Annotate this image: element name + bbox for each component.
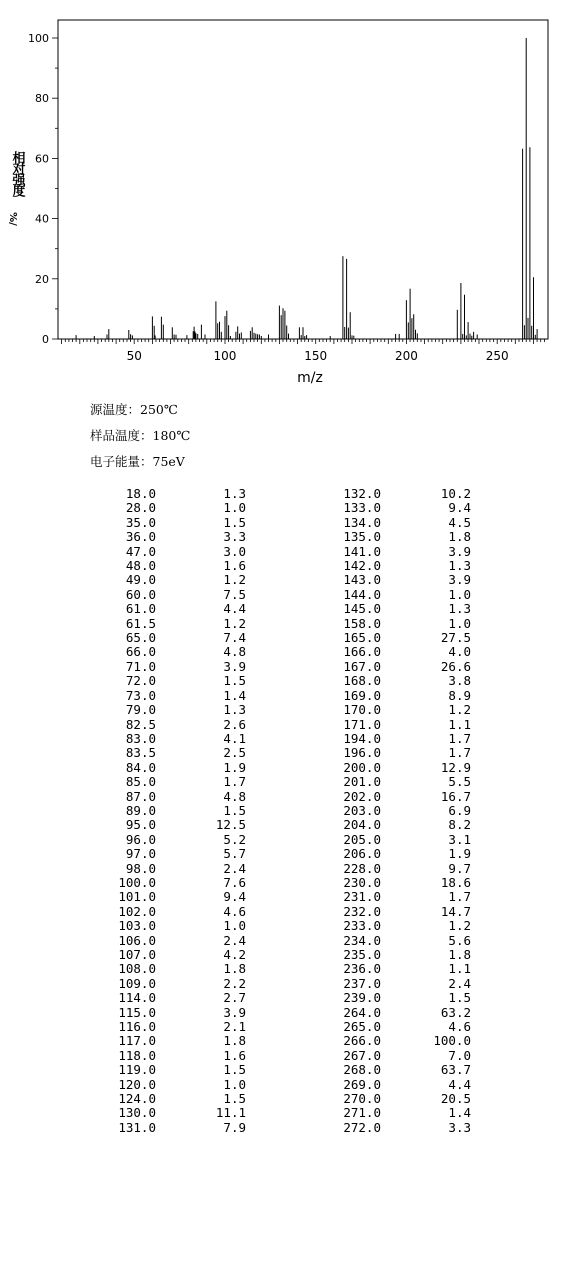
table-row (70, 876, 471, 890)
intensity-cell: 1.2 (223, 572, 246, 588)
table-row (70, 732, 471, 746)
intensity-cell: 4.6 (448, 1019, 471, 1035)
axis-ticks (28, 32, 544, 363)
mz-cell: 108.0 (118, 961, 156, 977)
mz-cell: 114.0 (118, 990, 156, 1006)
mz-cell: 107.0 (118, 947, 156, 962)
mz-cell: 35.0 (125, 514, 156, 530)
mz-cell: 236.0 (343, 961, 381, 977)
intensity-cell: 3.9 (223, 658, 246, 674)
table-row (70, 775, 471, 789)
mz-cell: 171.0 (343, 716, 381, 732)
mz-cell: 269.0 (343, 1076, 381, 1092)
table-row (70, 516, 471, 530)
mz-cell: 194.0 (343, 730, 381, 746)
chart-axes (58, 20, 548, 339)
intensity-cell: 1.1 (448, 716, 471, 732)
mz-cell: 204.0 (343, 817, 381, 833)
table-row (70, 746, 471, 760)
mz-cell: 270.0 (343, 1091, 381, 1107)
mz-cell: 166.0 (343, 644, 381, 660)
intensity-cell: 1.5 (223, 514, 246, 530)
mz-cell: 119.0 (118, 1062, 156, 1078)
mz-cell: 203.0 (343, 802, 381, 818)
mz-cell: 124.0 (118, 1091, 156, 1107)
intensity-cell: 63.2 (440, 1004, 471, 1020)
table-row (70, 559, 471, 573)
intensity-cell: 6.9 (448, 802, 471, 818)
mz-cell: 97.0 (125, 846, 156, 862)
mz-cell: 28.0 (125, 500, 156, 516)
mz-cell: 266.0 (343, 1033, 381, 1049)
table-row (70, 905, 471, 919)
intensity-cell: 4.4 (223, 601, 246, 617)
intensity-cell: 2.4 (448, 975, 471, 991)
intensity-cell: 2.6 (223, 716, 246, 732)
mz-cell: 141.0 (343, 543, 381, 559)
table-row (70, 573, 471, 587)
intensity-cell: 1.7 (448, 730, 471, 746)
table-row (70, 977, 471, 991)
mz-cell: 98.0 (125, 860, 156, 876)
intensity-cell: 3.8 (448, 673, 471, 689)
y-tick-label: 100 (28, 32, 49, 45)
table-row (70, 804, 471, 818)
intensity-cell: 3.9 (448, 572, 471, 588)
mass-spectrum-chart (0, 0, 570, 392)
intensity-cell: 20.5 (440, 1091, 471, 1107)
intensity-cell: 3.3 (448, 1119, 471, 1135)
intensity-cell: 1.9 (223, 759, 246, 775)
intensity-cell: 2.4 (223, 860, 246, 876)
intensity-cell: 7.9 (223, 1119, 246, 1135)
intensity-cell: 16.7 (440, 788, 471, 804)
x-axis-title: m/z (297, 370, 323, 386)
intensity-cell: 3.3 (223, 529, 246, 545)
mz-cell: 145.0 (343, 601, 381, 617)
intensity-cell: 5.2 (223, 831, 246, 847)
y-tick-label: 0 (42, 333, 49, 346)
mz-cell: 131.0 (118, 1119, 156, 1135)
intensity-cell: 7.6 (223, 874, 246, 890)
mz-cell: 84.0 (125, 759, 156, 775)
intensity-cell: 4.0 (448, 644, 471, 660)
mz-cell: 196.0 (343, 745, 381, 761)
intensity-cell: 2.1 (223, 1019, 246, 1035)
table-row (70, 501, 471, 515)
intensity-cell: 1.5 (223, 1062, 246, 1078)
intensity-cell: 26.6 (440, 658, 471, 674)
intensity-cell: 1.8 (223, 1033, 246, 1049)
mz-cell: 83.5 (125, 745, 156, 761)
mz-cell: 158.0 (343, 615, 381, 631)
mz-cell: 36.0 (125, 529, 156, 545)
intensity-cell: 1.3 (223, 486, 246, 501)
intensity-cell: 8.2 (448, 817, 471, 833)
table-row (70, 1020, 471, 1034)
table-row (70, 674, 471, 688)
y-tick-label: 40 (35, 212, 49, 226)
table-row (70, 991, 471, 1005)
table-row (70, 631, 471, 645)
mz-cell: 265.0 (343, 1019, 381, 1035)
table-row (70, 617, 471, 631)
intensity-cell: 11.1 (215, 1105, 246, 1121)
mz-cell: 96.0 (125, 831, 156, 847)
mz-cell: 85.0 (125, 774, 156, 790)
table-row (70, 530, 471, 544)
mz-cell: 202.0 (343, 788, 381, 804)
table-row (70, 545, 471, 559)
table-row (70, 588, 471, 602)
mz-cell: 87.0 (125, 788, 156, 804)
y-tick-label: 80 (35, 92, 49, 106)
intensity-cell: 7.4 (223, 630, 246, 646)
source-temperature: 源温度：250℃ (90, 402, 178, 417)
intensity-cell: 1.6 (223, 558, 246, 574)
mz-cell: 231.0 (343, 889, 381, 905)
intensity-cell: 1.8 (223, 961, 246, 977)
mz-cell: 71.0 (125, 658, 156, 674)
mz-cell: 106.0 (118, 932, 156, 948)
table-row (70, 890, 471, 904)
intensity-cell: 1.8 (448, 947, 471, 962)
intensity-cell: 3.0 (223, 543, 246, 559)
table-row (70, 934, 471, 948)
plot-frame (58, 20, 548, 339)
intensity-cell: 5.5 (448, 774, 471, 790)
mz-cell: 235.0 (343, 947, 381, 962)
intensity-cell: 1.1 (448, 961, 471, 977)
mz-cell: 117.0 (118, 1033, 156, 1049)
mz-cell: 95.0 (125, 817, 156, 833)
mz-cell: 115.0 (118, 1004, 156, 1020)
mz-cell: 118.0 (118, 1047, 156, 1063)
mz-cell: 170.0 (343, 702, 381, 718)
mz-cell: 271.0 (343, 1105, 381, 1121)
table-row (70, 790, 471, 804)
mz-cell: 143.0 (343, 572, 381, 588)
x-tick-label: 250 (485, 349, 509, 363)
mz-cell: 168.0 (343, 673, 381, 689)
table-row (70, 1006, 471, 1020)
table-row (70, 948, 471, 962)
mz-cell: 49.0 (125, 572, 156, 588)
mz-cell: 72.0 (125, 673, 156, 689)
mz-cell: 18.0 (125, 486, 156, 501)
table-row (70, 689, 471, 703)
intensity-cell: 7.0 (448, 1047, 471, 1063)
intensity-cell: 100.0 (433, 1033, 471, 1049)
intensity-cell: 1.3 (223, 702, 246, 718)
y-tick-label: 60 (35, 152, 49, 166)
mz-cell: 272.0 (343, 1119, 381, 1135)
mz-cell: 237.0 (343, 975, 381, 991)
mz-cell: 233.0 (343, 918, 381, 934)
intensity-cell: 1.7 (448, 745, 471, 761)
table-row (70, 962, 471, 976)
intensity-cell: 27.5 (440, 630, 471, 646)
table-row (70, 1049, 471, 1063)
intensity-cell: 9.4 (223, 889, 246, 905)
mz-cell: 165.0 (343, 630, 381, 646)
table-row (70, 718, 471, 732)
intensity-cell: 7.5 (223, 586, 246, 602)
intensity-cell: 12.9 (440, 759, 471, 775)
intensity-cell: 5.6 (448, 932, 471, 948)
intensity-cell: 8.9 (448, 687, 471, 703)
table-row (70, 645, 471, 659)
mz-cell: 206.0 (343, 846, 381, 862)
spectrum-peaks (76, 38, 537, 339)
intensity-cell: 1.5 (223, 1091, 246, 1107)
mz-cell: 109.0 (118, 975, 156, 991)
mz-cell: 132.0 (343, 486, 381, 501)
table-row (70, 660, 471, 674)
peak-table-body (70, 487, 471, 1135)
intensity-cell: 1.0 (448, 586, 471, 602)
intensity-cell: 4.6 (223, 903, 246, 919)
electron-energy: 电子能量：75eV (90, 454, 185, 469)
intensity-cell: 1.3 (448, 558, 471, 574)
table-row (70, 847, 471, 861)
mz-cell: 167.0 (343, 658, 381, 674)
mz-cell: 101.0 (118, 889, 156, 905)
intensity-cell: 9.7 (448, 860, 471, 876)
intensity-cell: 1.4 (223, 687, 246, 703)
mz-cell: 230.0 (343, 874, 381, 890)
intensity-cell: 1.5 (223, 802, 246, 818)
intensity-cell: 1.4 (448, 1105, 471, 1121)
mz-cell: 268.0 (343, 1062, 381, 1078)
intensity-cell: 4.8 (223, 788, 246, 804)
table-row (70, 1034, 471, 1048)
intensity-cell: 1.2 (448, 702, 471, 718)
intensity-cell: 1.6 (223, 1047, 246, 1063)
mz-cell: 47.0 (125, 543, 156, 559)
intensity-cell: 2.2 (223, 975, 246, 991)
mz-cell: 61.0 (125, 601, 156, 617)
intensity-cell: 1.0 (223, 1076, 246, 1092)
intensity-cell: 1.2 (448, 918, 471, 934)
intensity-cell: 4.1 (223, 730, 246, 746)
mz-cell: 120.0 (118, 1076, 156, 1092)
intensity-cell: 1.9 (448, 846, 471, 862)
mz-cell: 201.0 (343, 774, 381, 790)
intensity-cell: 2.5 (223, 745, 246, 761)
y-axis-title: 相对强度 (9, 151, 25, 195)
sample-temperature: 样品温度：180℃ (90, 428, 191, 443)
intensity-cell: 4.4 (448, 1076, 471, 1092)
intensity-cell: 1.5 (448, 990, 471, 1006)
mz-cell: 232.0 (343, 903, 381, 919)
intensity-cell: 5.7 (223, 846, 246, 862)
mz-cell: 66.0 (125, 644, 156, 660)
mz-cell: 169.0 (343, 687, 381, 703)
mz-cell: 130.0 (118, 1105, 156, 1121)
peak-table (70, 487, 471, 1135)
mz-cell: 267.0 (343, 1047, 381, 1063)
intensity-cell: 1.0 (448, 615, 471, 631)
intensity-cell: 1.8 (448, 529, 471, 545)
intensity-cell: 1.7 (223, 774, 246, 790)
intensity-cell: 14.7 (440, 903, 471, 919)
mz-cell: 61.5 (125, 615, 156, 631)
intensity-cell: 12.5 (215, 817, 246, 833)
table-row (70, 1092, 471, 1106)
intensity-cell: 4.2 (223, 947, 246, 962)
intensity-cell: 3.9 (448, 543, 471, 559)
intensity-cell: 9.4 (448, 500, 471, 516)
intensity-cell: 18.6 (440, 874, 471, 890)
mz-cell: 116.0 (118, 1019, 156, 1035)
mz-cell: 205.0 (343, 831, 381, 847)
mz-cell: 102.0 (118, 903, 156, 919)
mz-cell: 264.0 (343, 1004, 381, 1020)
x-tick-label: 100 (213, 349, 237, 363)
table-row (70, 919, 471, 933)
mz-cell: 134.0 (343, 514, 381, 530)
table-row (70, 818, 471, 832)
x-tick-label: 50 (126, 349, 142, 363)
intensity-cell: 2.7 (223, 990, 246, 1006)
intensity-cell: 3.1 (448, 831, 471, 847)
intensity-cell: 1.7 (448, 889, 471, 905)
table-row (70, 1121, 471, 1135)
mz-cell: 133.0 (343, 500, 381, 516)
intensity-cell: 1.5 (223, 673, 246, 689)
intensity-cell: 1.0 (223, 500, 246, 516)
x-tick-label: 200 (394, 349, 418, 363)
table-row (70, 862, 471, 876)
mz-cell: 60.0 (125, 586, 156, 602)
intensity-cell: 4.5 (448, 514, 471, 530)
table-row (70, 1063, 471, 1077)
mz-cell: 73.0 (125, 687, 156, 703)
mz-cell: 82.5 (125, 716, 156, 732)
mz-cell: 48.0 (125, 558, 156, 574)
y-tick-label: 20 (35, 272, 49, 286)
table-row (70, 761, 471, 775)
intensity-cell: 4.8 (223, 644, 246, 660)
mz-cell: 65.0 (125, 630, 156, 646)
mz-cell: 135.0 (343, 529, 381, 545)
mz-cell: 228.0 (343, 860, 381, 876)
mz-cell: 83.0 (125, 730, 156, 746)
intensity-cell: 2.4 (223, 932, 246, 948)
table-row (70, 487, 471, 501)
intensity-cell: 1.3 (448, 601, 471, 617)
mz-cell: 89.0 (125, 802, 156, 818)
intensity-cell: 1.2 (223, 615, 246, 631)
mz-cell: 79.0 (125, 702, 156, 718)
y-axis-unit: %/ (7, 212, 18, 226)
table-row (70, 1078, 471, 1092)
x-tick-label: 150 (304, 349, 328, 363)
mz-cell: 142.0 (343, 558, 381, 574)
intensity-cell: 63.7 (440, 1062, 471, 1078)
mz-cell: 103.0 (118, 918, 156, 934)
table-row (70, 833, 471, 847)
mz-cell: 239.0 (343, 990, 381, 1006)
table-row (70, 703, 471, 717)
table-row (70, 602, 471, 616)
intensity-cell: 10.2 (440, 486, 471, 501)
mz-cell: 200.0 (343, 759, 381, 775)
mz-cell: 234.0 (343, 932, 381, 948)
table-row (70, 1106, 471, 1120)
intensity-cell: 1.0 (223, 918, 246, 934)
mz-cell: 100.0 (118, 874, 156, 890)
intensity-cell: 3.9 (223, 1004, 246, 1020)
mz-cell: 144.0 (343, 586, 381, 602)
